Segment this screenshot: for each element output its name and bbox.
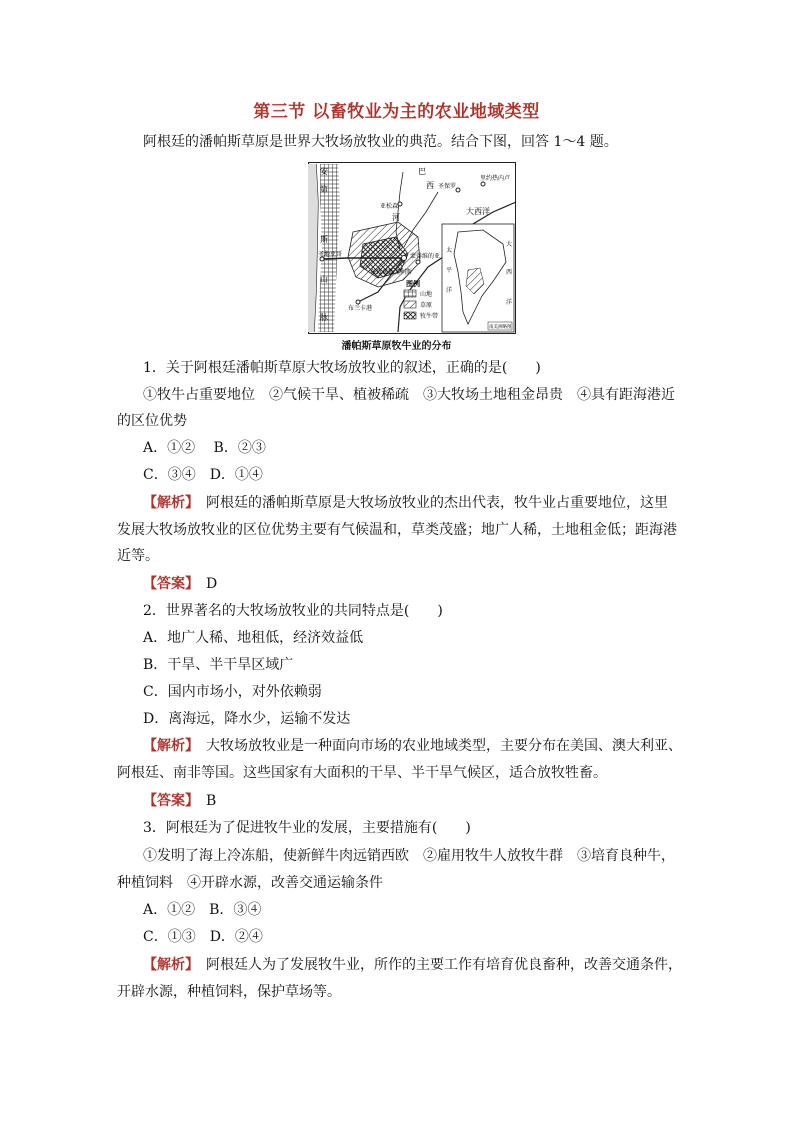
- legend-swatch-grass: [404, 301, 416, 308]
- label-si: 斯: [320, 235, 328, 244]
- q2-analysis-line2: 阿根廷、南非等国。这些国家有大面积的干旱、半干旱气候区，适合放牧牲畜。: [117, 765, 607, 781]
- legend-grass: 草原: [420, 302, 433, 309]
- q2-stem: 2．世界著名的大牧场放牧业的共同特点是( ): [143, 603, 443, 619]
- legend-swatch-mountain: [404, 290, 416, 297]
- q3-options-line1: ①发明了海上冷冻船，使新鲜牛肉远销西欧 ②雇用牧牛人放牧牛群 ③培育良种牛，: [143, 848, 675, 864]
- legend-cattle: 牧牛带: [420, 313, 439, 320]
- label-xi: 西: [426, 181, 434, 190]
- inset-label-yang: 洋: [446, 287, 453, 294]
- inset-map: [442, 224, 514, 332]
- q2-analysis-tag: 【解析】: [143, 738, 192, 754]
- legend-swatch-cattle: [404, 312, 416, 319]
- label-buenos-aires: 布宜诺斯艾利斯: [370, 269, 413, 276]
- label-asuncion: 亚松森: [380, 203, 399, 210]
- q3-choices-cd: C．①③ D．②④: [143, 929, 263, 945]
- label-an: 安: [320, 167, 328, 176]
- q2-answer-tag: 【答案】: [143, 793, 192, 809]
- intro-text: 阿根廷的潘帕斯草原是世界大牧场放牧业的典范。结合下图，回答 1～4 题。: [143, 134, 618, 150]
- q1-stem: 1．关于阿根廷潘帕斯草原大牧场放牧业的叙述，正确的是( ): [143, 360, 541, 376]
- label-santiago: 圣地亚哥: [318, 251, 343, 258]
- label-atlantic: 大西洋: [466, 207, 490, 216]
- city-buenos-aires: [402, 256, 407, 261]
- q3-choices-ab: A．①② B．③④: [143, 902, 262, 918]
- legend-title: 图例: [406, 280, 420, 288]
- city-asuncion: [398, 202, 402, 206]
- label-sao-paulo: 圣保罗: [438, 183, 457, 190]
- map-caption: 潘帕斯草原牧牛业的分布: [341, 341, 452, 352]
- inset-note: 南美洲略图: [489, 325, 512, 330]
- q3-analysis-text1: 阿根廷人为了发展牧牛业，所作的主要工作有培育优良畜种，改善交通条件，: [192, 957, 682, 973]
- page-title: 第三节 以畜牧业为主的农业地域类型: [253, 102, 540, 122]
- inset-label-ping: 平: [446, 267, 453, 274]
- q2-option-c: C．国内市场小，对外依赖弱: [143, 684, 322, 700]
- q1-options-line1: ①牧牛占重要地位 ②气候干旱、植被稀疏 ③大牧场土地租金昂贵 ④具有距海港近: [143, 387, 675, 403]
- q1-analysis-line1: [143, 493, 668, 513]
- q1-choices-cd: C．③④ D．①④: [143, 467, 263, 483]
- label-ba: 巴: [418, 167, 426, 176]
- q3-analysis-line1: [143, 955, 682, 975]
- q1-answer: D: [192, 576, 218, 592]
- q3-analysis-line2: 开辟水源，种植饲料，保护草场等。: [117, 984, 341, 1000]
- label-di: 第: [320, 185, 328, 194]
- label-rio: 里约热内卢: [480, 175, 511, 182]
- city-sao-paulo: [456, 188, 460, 192]
- q2-analysis-text1: 大牧场放牧业是一种面向市场的农业地域类型，主要分布在美国、澳大利亚、: [192, 738, 682, 754]
- q2-option-d: D．离海远，降水少，运输不发达: [143, 711, 351, 727]
- label-he: 河: [392, 213, 400, 222]
- label-montevideo: 蒙得维的亚: [410, 253, 441, 260]
- q1-answer-line: [143, 574, 217, 594]
- city-rio: [481, 182, 485, 186]
- q1-answer-tag: 【答案】: [143, 576, 192, 592]
- q1-options-line2: 的区位优势: [117, 413, 187, 429]
- q1-choices-ab: A．①② B．②③: [143, 440, 266, 456]
- label-bahia-blanca: 布兰卡港: [348, 305, 373, 312]
- q1-analysis-tag: 【解析】: [143, 495, 192, 511]
- inset-label-da: 大: [506, 241, 513, 248]
- q1-analysis-line3: 近等。: [117, 548, 159, 564]
- inset-label-tai: 太: [446, 247, 453, 254]
- city-montevideo: [416, 260, 420, 264]
- q2-answer-line: [143, 791, 216, 811]
- legend-mountain: 山地: [420, 291, 433, 298]
- q3-analysis-tag: 【解析】: [143, 957, 192, 973]
- city-bahia-blanca: [356, 300, 360, 304]
- q3-options-line2: 种植饲料 ④开辟水源，改善交通运输条件: [117, 875, 383, 891]
- inset-label-xi: 西: [506, 269, 513, 276]
- q2-answer: B: [192, 793, 217, 809]
- q1-analysis-text1: 阿根廷的潘帕斯草原是大牧场放牧业的杰出代表，牧牛业占重要地位，这里: [192, 495, 668, 511]
- q2-analysis-line1: [143, 736, 682, 756]
- pampas-map: [308, 162, 516, 334]
- q3-stem: 3．阿根廷为了促进牧牛业的发展，主要措施有( ): [143, 820, 471, 836]
- inset-label-ocean: 洋: [506, 299, 513, 306]
- q2-option-a: A．地广人稀、地租低，经济效益低: [143, 630, 364, 646]
- label-shan: 山: [320, 275, 328, 284]
- q1-analysis-line2: 发展大牧场放牧业的区位优势主要有气候温和，草类茂盛；地广人稀，土地租金低；距海港: [117, 522, 677, 538]
- q2-option-b: B．干旱、半干旱区域广: [143, 657, 294, 673]
- label-mai: 脉: [320, 313, 328, 322]
